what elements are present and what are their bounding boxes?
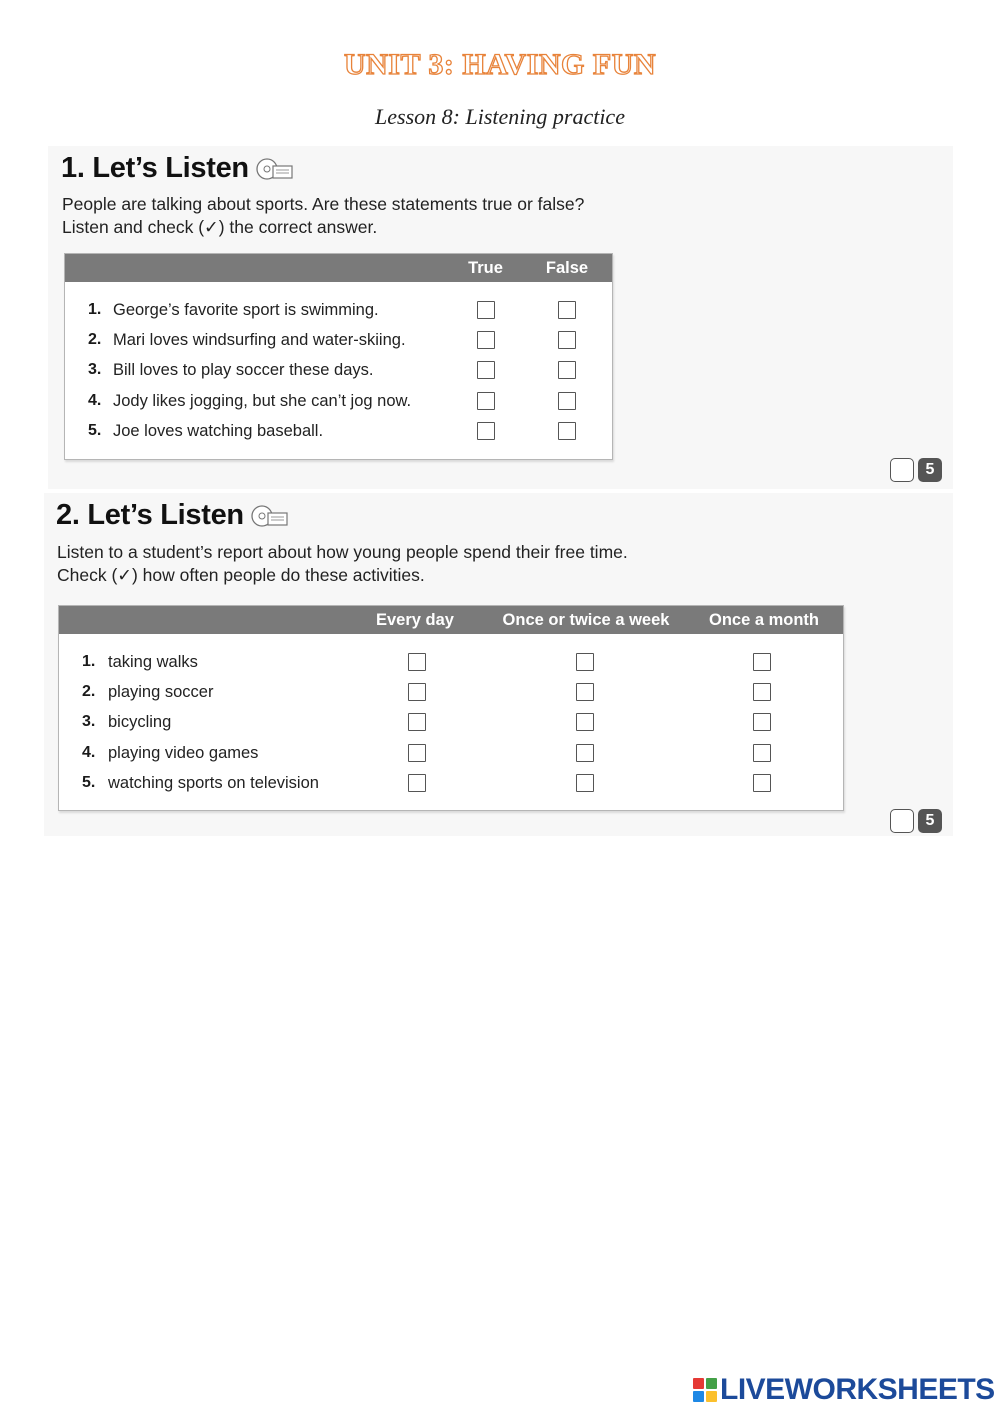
table-row (65, 325, 612, 355)
item-number: 4. (82, 744, 96, 761)
item-number: 2. (88, 331, 102, 348)
exercise-1-instructions (62, 193, 584, 239)
false-checkbox[interactable] (558, 422, 576, 440)
item-statement: Mari loves windsurfing and water-skiing. (113, 331, 406, 349)
true-checkbox[interactable] (477, 361, 495, 379)
item-activity: taking walks (108, 653, 198, 671)
item-number: 1. (88, 301, 102, 318)
logo-square (693, 1391, 704, 1402)
item-number: 2. (82, 683, 96, 700)
score-points-badge: 5 (918, 458, 942, 482)
true-checkbox[interactable] (477, 331, 495, 349)
false-checkbox[interactable] (558, 361, 576, 379)
every-day-checkbox[interactable] (408, 744, 426, 762)
cd-audio-icon (250, 504, 290, 528)
false-checkbox[interactable] (558, 392, 576, 410)
column-header-once-twice-week: Once or twice a week (502, 611, 670, 629)
once-twice-week-checkbox[interactable] (576, 744, 594, 762)
once-month-checkbox[interactable] (753, 774, 771, 792)
table-header (65, 254, 612, 282)
score-input-box[interactable] (890, 809, 914, 833)
item-activity: playing soccer (108, 683, 214, 701)
table-row (59, 768, 843, 798)
logo-square (706, 1378, 717, 1389)
every-day-checkbox[interactable] (408, 713, 426, 731)
instruction-line: Listen and check (✓) the correct answer. (62, 217, 378, 237)
logo-square (693, 1378, 704, 1389)
item-statement: Bill loves to play soccer these days. (113, 361, 374, 379)
item-number: 4. (88, 392, 102, 409)
item-number: 3. (82, 713, 96, 730)
false-checkbox[interactable] (558, 331, 576, 349)
column-header-once-month: Once a month (708, 611, 819, 629)
exercise-2-instructions (57, 541, 628, 587)
liveworksheets-logo-icon (693, 1378, 717, 1402)
exercise-2-title: 2. Let’s Listen (56, 499, 244, 531)
once-month-checkbox[interactable] (753, 744, 771, 762)
cd-audio-icon (255, 157, 295, 181)
every-day-checkbox[interactable] (408, 774, 426, 792)
item-number: 3. (88, 361, 102, 378)
instruction-line: Listen to a student’s report about how young people spend their free time. (57, 542, 628, 562)
item-activity: watching sports on television (108, 774, 319, 792)
once-month-checkbox[interactable] (753, 653, 771, 671)
score-points-badge: 5 (918, 809, 942, 833)
column-header-true: True (468, 259, 503, 277)
item-activity: playing video games (108, 744, 259, 762)
exercise-1-score (890, 458, 942, 482)
false-checkbox[interactable] (558, 301, 576, 319)
exercise-1-heading (61, 152, 295, 185)
item-statement: George’s favorite sport is swimming. (113, 301, 379, 319)
every-day-checkbox[interactable] (408, 683, 426, 701)
brand-name: LIVEWORKSHEETS (720, 1373, 995, 1406)
exercise-2-score (890, 809, 942, 833)
score-input-box[interactable] (890, 458, 914, 482)
table-row (65, 386, 612, 416)
column-header-false: False (545, 259, 589, 277)
table-header (59, 606, 843, 634)
true-checkbox[interactable] (477, 301, 495, 319)
item-statement: Joe loves watching baseball. (113, 422, 324, 440)
liveworksheets-logo (693, 1373, 995, 1407)
table-row (65, 355, 612, 385)
column-header-every-day: Every day (376, 611, 454, 629)
once-twice-week-checkbox[interactable] (576, 653, 594, 671)
exercise-2 (44, 493, 953, 836)
exercise-2-heading (56, 499, 290, 532)
item-number: 5. (88, 422, 102, 439)
item-number: 1. (82, 653, 96, 670)
table-row (59, 738, 843, 768)
item-number: 5. (82, 774, 96, 791)
item-activity: bicycling (108, 713, 172, 731)
table-row (59, 647, 843, 677)
once-month-checkbox[interactable] (753, 683, 771, 701)
table-row (59, 707, 843, 737)
table-row (65, 295, 612, 325)
once-twice-week-checkbox[interactable] (576, 683, 594, 701)
exercise-1 (48, 146, 953, 489)
every-day-checkbox[interactable] (408, 653, 426, 671)
page-title: UNIT 3: HAVING FUN (343, 48, 657, 81)
instruction-line: People are talking about sports. Are these statements true or false? (62, 194, 585, 214)
once-month-checkbox[interactable] (753, 713, 771, 731)
instruction-line: Check (✓) how often people do these activities. (57, 565, 425, 585)
once-twice-week-checkbox[interactable] (576, 713, 594, 731)
lesson-subtitle: Lesson 8: Listening practice (375, 104, 625, 129)
true-checkbox[interactable] (477, 422, 495, 440)
item-statement: Jody likes jogging, but she can’t jog now. (113, 392, 412, 410)
table-row (65, 416, 612, 446)
once-twice-week-checkbox[interactable] (576, 774, 594, 792)
logo-square (706, 1391, 717, 1402)
exercise-1-title: 1. Let’s Listen (61, 152, 249, 184)
table-row (59, 677, 843, 707)
true-false-table (64, 253, 613, 460)
true-checkbox[interactable] (477, 392, 495, 410)
frequency-table (58, 605, 844, 811)
